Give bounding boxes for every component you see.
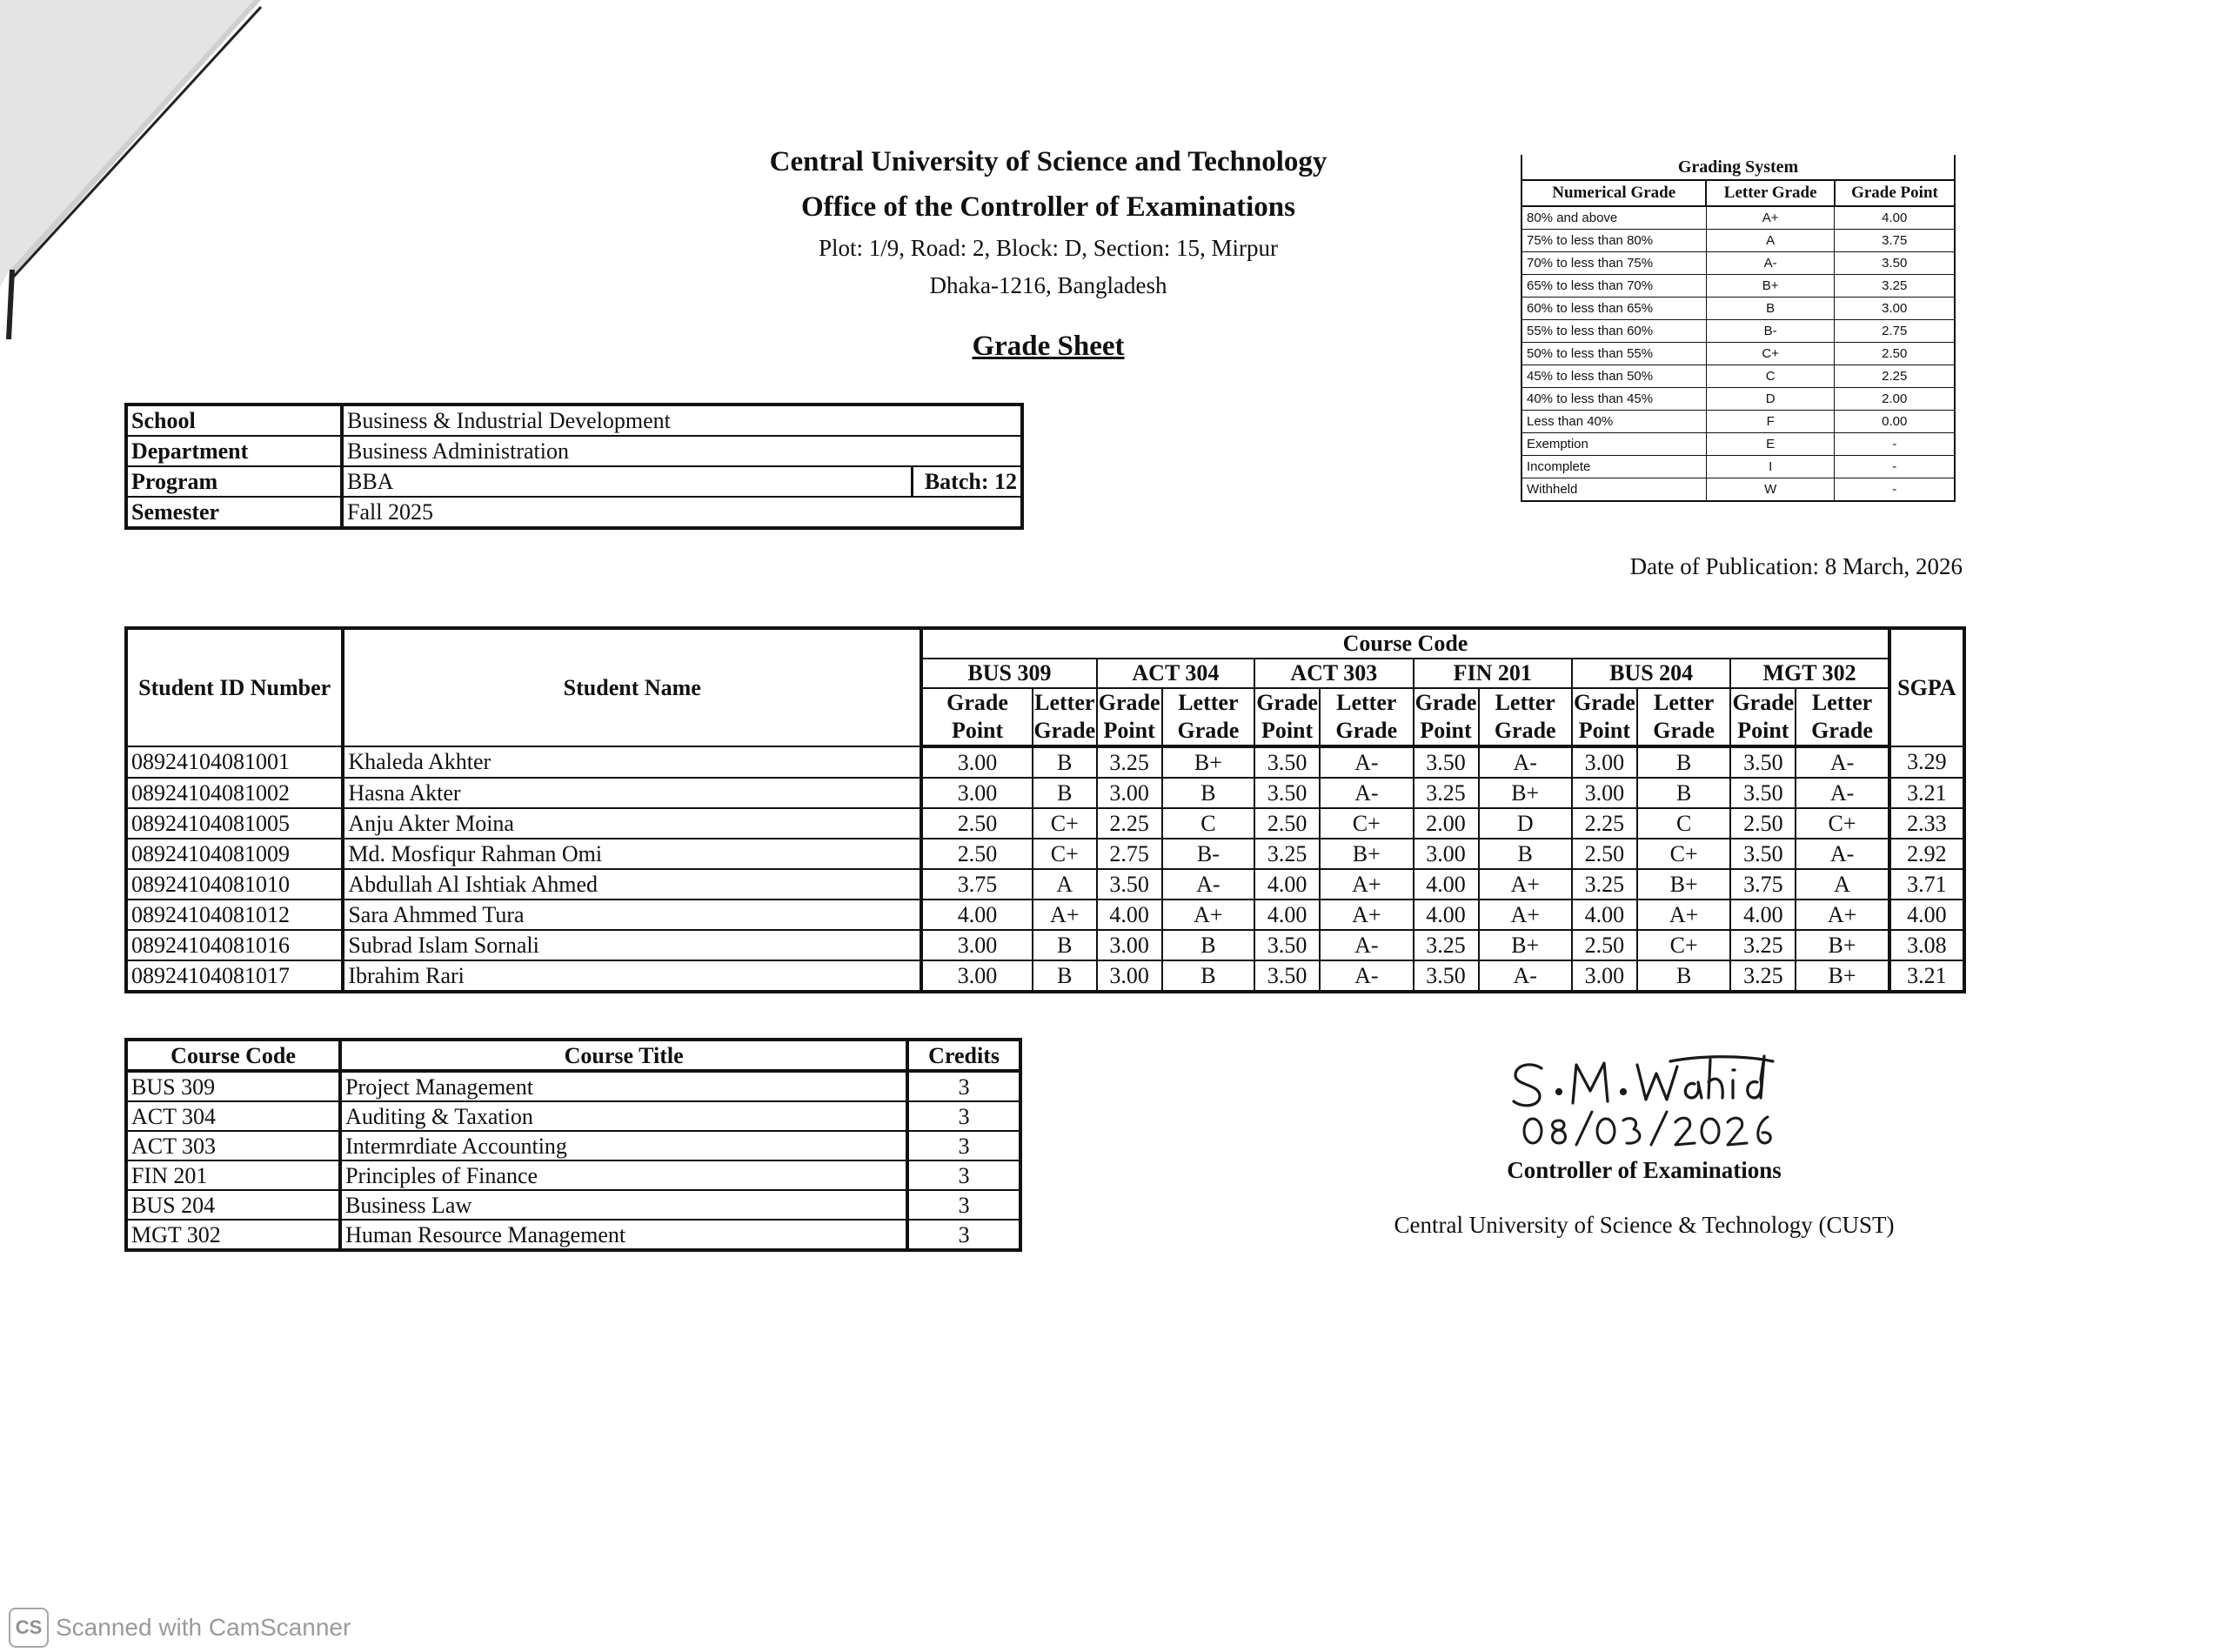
course-row — [126, 1101, 1020, 1131]
grading-numerical-grade: Incomplete — [1521, 456, 1706, 478]
grading-letter-grade: D — [1706, 388, 1835, 411]
grade-point-cell: 3.50 — [1730, 839, 1796, 869]
grading-letter-grade: A — [1706, 230, 1835, 252]
course-code-cell: BUS 204 — [1572, 659, 1730, 688]
letter-grade-cell: A+ — [1479, 900, 1572, 930]
student-name: Khaleda Akhter — [343, 746, 921, 778]
grading-letter-grade: B — [1706, 298, 1835, 320]
letter-grade-cell: B — [1033, 746, 1097, 778]
student-row — [126, 778, 1964, 808]
course-credits: 3 — [907, 1190, 1020, 1220]
subheader-line: Grade — [1732, 690, 1795, 715]
grading-letter-grade: B- — [1706, 320, 1835, 343]
publication-date: Date of Publication: 8 March, 2026 — [1629, 553, 1963, 579]
grade-point-subheader — [921, 688, 1033, 746]
letter-grade-cell: C+ — [1637, 839, 1730, 869]
grading-row — [1521, 478, 1955, 502]
grading-row — [1521, 343, 1955, 365]
office-name: Office of the Controller of Examinations — [801, 191, 1295, 223]
course-code: MGT 302 — [126, 1220, 340, 1250]
letter-grade-cell: B+ — [1796, 930, 1889, 960]
student-id-header: Student ID Number — [126, 628, 343, 746]
letter-grade-cell: A- — [1796, 746, 1889, 778]
grading-row — [1521, 433, 1955, 456]
letter-grade-cell: A- — [1479, 746, 1572, 778]
student-name: Anju Akter Moina — [343, 808, 921, 839]
letter-grade-cell: C+ — [1637, 930, 1730, 960]
course-row — [126, 1190, 1020, 1220]
student-id: 08924104081009 — [126, 839, 343, 869]
grade-point-cell: 3.00 — [921, 960, 1033, 992]
university-name: Central University of Science and Technology — [769, 146, 1328, 177]
student-id: 08924104081005 — [126, 808, 343, 839]
grade-point-cell: 4.00 — [1730, 900, 1796, 930]
program-info-table — [124, 403, 1024, 530]
grading-row — [1521, 365, 1955, 388]
scan-corner-fold — [0, 0, 287, 365]
grade-point-cell: 4.00 — [1097, 900, 1162, 930]
course-credits: 3 — [907, 1131, 1020, 1160]
grade-point-cell: 3.75 — [1730, 869, 1796, 900]
course-credits: 3 — [907, 1101, 1020, 1131]
student-id: 08924104081012 — [126, 900, 343, 930]
grading-letter-grade: E — [1706, 433, 1835, 456]
info-row-school — [126, 405, 1022, 436]
letter-grade-cell: A- — [1162, 869, 1254, 900]
subheader-line: Letter — [1653, 690, 1715, 715]
grade-point-cell: 2.00 — [1414, 808, 1479, 839]
course-code-cell: ACT 303 — [1254, 659, 1413, 688]
letter-grade-cell: B — [1162, 778, 1254, 808]
letter-grade-cell: B — [1637, 960, 1730, 992]
grade-point-cell: 3.25 — [1414, 778, 1479, 808]
grading-row — [1521, 252, 1955, 275]
grade-point-cell: 3.50 — [1414, 960, 1479, 992]
grading-grade-point: 3.75 — [1835, 230, 1955, 252]
grading-grade-point: 4.00 — [1835, 206, 1955, 230]
letter-grade-cell: A- — [1320, 930, 1413, 960]
grade-point-cell: 2.50 — [921, 839, 1033, 869]
letter-grade-subheader — [1162, 688, 1254, 746]
sgpa-cell: 3.29 — [1889, 746, 1964, 778]
student-row — [126, 960, 1964, 992]
course-row — [126, 1071, 1020, 1101]
letter-grade-cell: C — [1162, 808, 1254, 839]
course-code-cell: BUS 309 — [921, 659, 1096, 688]
course-code: BUS 204 — [126, 1190, 340, 1220]
grade-point-cell: 2.75 — [1097, 839, 1162, 869]
grading-grade-point: - — [1835, 456, 1955, 478]
grade-point-cell: 2.25 — [1097, 808, 1162, 839]
grading-grade-point: 2.50 — [1835, 343, 1955, 365]
student-id: 08924104081010 — [126, 869, 343, 900]
grading-header: Grade Point — [1835, 180, 1955, 206]
letter-grade-cell: A- — [1320, 746, 1413, 778]
grading-letter-grade: C — [1706, 365, 1835, 388]
grading-row — [1521, 411, 1955, 433]
letter-grade-cell: B — [1479, 839, 1572, 869]
letter-grade-cell: A+ — [1479, 869, 1572, 900]
subheader-line: Grade — [946, 690, 1008, 715]
program-label: Program — [126, 466, 342, 497]
letter-grade-cell: B — [1637, 778, 1730, 808]
letter-grade-cell: A — [1796, 869, 1889, 900]
course-code-header: Course Code — [921, 628, 1889, 659]
grade-point-cell: 3.00 — [1097, 930, 1162, 960]
letter-grade-cell: A+ — [1637, 900, 1730, 930]
course-code: ACT 303 — [126, 1131, 340, 1160]
subheader-line: Grade — [1033, 718, 1096, 743]
letter-grade-cell: B — [1033, 778, 1097, 808]
letter-grade-cell: B — [1162, 930, 1254, 960]
sgpa-cell: 3.21 — [1889, 960, 1964, 992]
camscanner-text: Scanned with CamScanner — [56, 1614, 351, 1641]
student-name-header: Student Name — [343, 628, 921, 746]
course-title-header: Course Title — [340, 1040, 907, 1071]
grading-numerical-grade: 70% to less than 75% — [1521, 252, 1706, 275]
sgpa-header: SGPA — [1889, 628, 1964, 746]
letter-grade-cell: C+ — [1033, 839, 1097, 869]
address-line-2: Dhaka-1216, Bangladesh — [929, 272, 1167, 298]
course-title: Business Law — [340, 1190, 907, 1220]
semester-label: Semester — [126, 497, 342, 528]
letter-grade-cell: A+ — [1162, 900, 1254, 930]
letter-grade-cell: C+ — [1796, 808, 1889, 839]
student-row — [126, 900, 1964, 930]
letter-grade-cell: B+ — [1796, 960, 1889, 992]
letter-grade-cell: A- — [1796, 778, 1889, 808]
grade-point-cell: 3.00 — [1097, 778, 1162, 808]
student-name: Md. Mosfiqur Rahman Omi — [343, 839, 921, 869]
subheader-line: Grade — [1653, 718, 1715, 743]
student-row — [126, 746, 1964, 778]
student-name: Hasna Akter — [343, 778, 921, 808]
subheader-line: Letter — [1178, 690, 1239, 715]
letter-grade-cell: A- — [1320, 960, 1413, 992]
grade-point-cell: 2.50 — [1254, 808, 1320, 839]
course-code-cell: FIN 201 — [1414, 659, 1572, 688]
grade-point-cell: 4.00 — [921, 900, 1033, 930]
grading-numerical-grade: 60% to less than 65% — [1521, 298, 1706, 320]
letter-grade-subheader — [1479, 688, 1572, 746]
grade-point-cell: 3.50 — [1414, 746, 1479, 778]
subheader-line: Grade — [1414, 690, 1477, 715]
grade-point-subheader — [1254, 688, 1320, 746]
grade-point-cell: 3.50 — [1254, 746, 1320, 778]
grade-point-cell: 3.25 — [1572, 869, 1637, 900]
subheader-line: Point — [1737, 718, 1789, 743]
grading-letter-grade: B+ — [1706, 275, 1835, 298]
subheader-line: Point — [1103, 718, 1155, 743]
subheader-line: Letter — [1495, 690, 1555, 715]
course-credits: 3 — [907, 1160, 1020, 1190]
grading-header-row — [1521, 180, 1955, 206]
grading-grade-point: 3.25 — [1835, 275, 1955, 298]
grade-table — [124, 626, 1966, 993]
grading-grade-point: - — [1835, 478, 1955, 502]
letter-grade-cell: B+ — [1320, 839, 1413, 869]
letter-grade-cell: B — [1162, 960, 1254, 992]
letter-grade-cell: A- — [1796, 839, 1889, 869]
letter-grade-cell: B+ — [1479, 930, 1572, 960]
grade-point-cell: 3.75 — [921, 869, 1033, 900]
letter-grade-subheader — [1320, 688, 1413, 746]
grading-numerical-grade: 50% to less than 55% — [1521, 343, 1706, 365]
grade-point-cell: 4.00 — [1414, 900, 1479, 930]
letter-grade-cell: D — [1479, 808, 1572, 839]
grade-point-cell: 3.00 — [1572, 778, 1637, 808]
course-code-header: Course Code — [126, 1040, 340, 1071]
grading-grade-point: 2.00 — [1835, 388, 1955, 411]
grade-point-cell: 3.00 — [921, 778, 1033, 808]
school-value: Business & Industrial Development — [342, 405, 1022, 436]
grading-row — [1521, 275, 1955, 298]
grading-letter-grade: C+ — [1706, 343, 1835, 365]
subheader-line: Point — [1420, 718, 1472, 743]
grade-point-cell: 3.25 — [1730, 960, 1796, 992]
student-name: Abdullah Al Ishtiak Ahmed — [343, 869, 921, 900]
letter-grade-cell: C+ — [1320, 808, 1413, 839]
grade-point-subheader — [1730, 688, 1796, 746]
subheader-line: Point — [1261, 718, 1314, 743]
letter-grade-subheader — [1796, 688, 1889, 746]
subheader-line: Grade — [1574, 690, 1635, 715]
course-row — [126, 1220, 1020, 1250]
grade-point-cell: 3.25 — [1097, 746, 1162, 778]
letter-grade-cell: B+ — [1637, 869, 1730, 900]
handwritten-signature — [1496, 1053, 1862, 1157]
camscanner-logo-icon: CS — [9, 1608, 49, 1648]
subheader-line: Grade — [1811, 718, 1873, 743]
letter-grade-cell: B+ — [1162, 746, 1254, 778]
student-id: 08924104081002 — [126, 778, 343, 808]
department-value: Business Administration — [342, 436, 1022, 466]
course-code-cell: MGT 302 — [1730, 659, 1889, 688]
sgpa-cell: 4.00 — [1889, 900, 1964, 930]
subheader-line: Grade — [1256, 690, 1318, 715]
grading-grade-point: - — [1835, 433, 1955, 456]
credits-header: Credits — [907, 1040, 1020, 1071]
grade-point-cell: 3.50 — [1254, 960, 1320, 992]
subheader-line: Letter — [1034, 690, 1095, 715]
grade-point-cell: 3.00 — [921, 930, 1033, 960]
sgpa-cell: 3.71 — [1889, 869, 1964, 900]
grade-header-row-1 — [126, 628, 1964, 659]
letter-grade-cell: B+ — [1479, 778, 1572, 808]
grading-header: Letter Grade — [1706, 180, 1835, 206]
grading-system-title: Grading System — [1521, 155, 1956, 179]
info-row-program — [126, 466, 1022, 497]
grade-point-cell: 2.50 — [1730, 808, 1796, 839]
grade-point-subheader — [1414, 688, 1479, 746]
course-credits: 3 — [907, 1071, 1020, 1101]
course-title: Project Management — [340, 1071, 907, 1101]
grade-point-cell: 2.50 — [921, 808, 1033, 839]
letter-grade-cell: A+ — [1796, 900, 1889, 930]
subheader-line: Grade — [1494, 718, 1556, 743]
grade-point-cell: 2.25 — [1572, 808, 1637, 839]
grading-header: Numerical Grade — [1521, 180, 1706, 206]
school-label: School — [126, 405, 342, 436]
student-name: Subrad Islam Sornali — [343, 930, 921, 960]
subheader-line: Letter — [1336, 690, 1397, 715]
info-row-semester — [126, 497, 1022, 528]
course-title: Intermrdiate Accounting — [340, 1131, 907, 1160]
grade-point-cell: 3.25 — [1414, 930, 1479, 960]
grade-point-subheader — [1572, 688, 1637, 746]
grading-numerical-grade: 65% to less than 70% — [1521, 275, 1706, 298]
grade-point-cell: 3.00 — [1572, 746, 1637, 778]
subheader-line: Point — [1578, 718, 1631, 743]
subheader-line: Grade — [1177, 718, 1240, 743]
letter-grade-cell: C+ — [1033, 808, 1097, 839]
student-row — [126, 808, 1964, 839]
grading-letter-grade: F — [1706, 411, 1835, 433]
grade-point-cell: 3.25 — [1730, 930, 1796, 960]
grading-system — [1521, 155, 1956, 502]
grading-letter-grade: I — [1706, 456, 1835, 478]
sgpa-cell: 2.33 — [1889, 808, 1964, 839]
student-id: 08924104081001 — [126, 746, 343, 778]
letter-grade-cell: A — [1033, 869, 1097, 900]
grading-numerical-grade: Withheld — [1521, 478, 1706, 502]
course-list-header-row — [126, 1040, 1020, 1071]
grade-point-cell: 3.50 — [1254, 930, 1320, 960]
letter-grade-cell: A+ — [1320, 869, 1413, 900]
subheader-line: Grade — [1335, 718, 1398, 743]
course-code: BUS 309 — [126, 1071, 340, 1101]
course-title: Auditing & Taxation — [340, 1101, 907, 1131]
grade-point-cell: 3.00 — [1097, 960, 1162, 992]
course-code: FIN 201 — [126, 1160, 340, 1190]
letter-grade-cell: A- — [1320, 778, 1413, 808]
document-header — [679, 139, 1418, 304]
grading-numerical-grade: 80% and above — [1521, 206, 1706, 230]
letter-grade-cell: A+ — [1033, 900, 1097, 930]
sgpa-cell: 3.08 — [1889, 930, 1964, 960]
grade-point-cell: 4.00 — [1572, 900, 1637, 930]
grading-row — [1521, 456, 1955, 478]
grading-numerical-grade: 45% to less than 50% — [1521, 365, 1706, 388]
letter-grade-cell: B- — [1162, 839, 1254, 869]
subheader-line: Grade — [1098, 690, 1160, 715]
course-code-cell: ACT 304 — [1097, 659, 1254, 688]
grading-grade-point: 3.00 — [1835, 298, 1955, 320]
grading-letter-grade: A+ — [1706, 206, 1835, 230]
document-title: Grade Sheet — [972, 331, 1125, 362]
grading-numerical-grade: Exemption — [1521, 433, 1706, 456]
semester-value: Fall 2025 — [342, 497, 1022, 528]
grade-point-cell: 2.50 — [1572, 839, 1637, 869]
letter-grade-cell: C — [1637, 808, 1730, 839]
grading-system-table — [1521, 179, 1956, 502]
grade-point-cell: 3.00 — [1572, 960, 1637, 992]
letter-grade-cell: A- — [1479, 960, 1572, 992]
course-code: ACT 304 — [126, 1101, 340, 1131]
letter-grade-cell: B — [1033, 930, 1097, 960]
student-id: 08924104081017 — [126, 960, 343, 992]
grade-point-cell: 3.00 — [921, 746, 1033, 778]
grading-row — [1521, 298, 1955, 320]
grading-numerical-grade: Less than 40% — [1521, 411, 1706, 433]
letter-grade-cell: B — [1033, 960, 1097, 992]
grade-point-cell: 3.50 — [1097, 869, 1162, 900]
course-credits: 3 — [907, 1220, 1020, 1250]
camscanner-watermark — [9, 1608, 351, 1648]
batch-value: Batch: 12 — [913, 466, 1023, 497]
grade-point-cell: 3.50 — [1254, 778, 1320, 808]
grading-letter-grade: A- — [1706, 252, 1835, 275]
grade-point-cell: 2.50 — [1572, 930, 1637, 960]
grading-letter-grade: W — [1706, 478, 1835, 502]
grading-grade-point: 0.00 — [1835, 411, 1955, 433]
grade-point-subheader — [1097, 688, 1162, 746]
grading-numerical-grade: 40% to less than 45% — [1521, 388, 1706, 411]
grading-numerical-grade: 75% to less than 80% — [1521, 230, 1706, 252]
controller-title: Controller of Examinations — [1507, 1157, 1782, 1183]
letter-grade-cell: A+ — [1320, 900, 1413, 930]
student-name: Sara Ahmmed Tura — [343, 900, 921, 930]
grading-numerical-grade: 55% to less than 60% — [1521, 320, 1706, 343]
grade-point-cell: 3.25 — [1254, 839, 1320, 869]
grade-point-cell: 4.00 — [1414, 869, 1479, 900]
grade-point-cell: 3.00 — [1414, 839, 1479, 869]
info-row-department — [126, 436, 1022, 466]
grading-grade-point: 2.25 — [1835, 365, 1955, 388]
grade-point-cell: 4.00 — [1254, 869, 1320, 900]
subheader-line: Letter — [1811, 690, 1873, 715]
grading-row — [1521, 206, 1955, 230]
letter-grade-subheader — [1033, 688, 1097, 746]
grading-row — [1521, 230, 1955, 252]
letter-grade-subheader — [1637, 688, 1730, 746]
subheader-line: Point — [951, 718, 1004, 743]
grading-grade-point: 2.75 — [1835, 320, 1955, 343]
letter-grade-cell: B — [1637, 746, 1730, 778]
grading-row — [1521, 320, 1955, 343]
student-row — [126, 839, 1964, 869]
grading-row — [1521, 388, 1955, 411]
course-row — [126, 1160, 1020, 1190]
student-row — [126, 930, 1964, 960]
address-line-1: Plot: 1/9, Road: 2, Block: D, Section: 15, Mirpur — [819, 235, 1278, 261]
grade-point-cell: 3.50 — [1730, 778, 1796, 808]
department-label: Department — [126, 436, 342, 466]
student-row — [126, 869, 1964, 900]
sgpa-cell: 2.92 — [1889, 839, 1964, 869]
issuing-institution: Central University of Science & Technology (CUST) — [1394, 1212, 1895, 1238]
student-id: 08924104081016 — [126, 930, 343, 960]
grading-grade-point: 3.50 — [1835, 252, 1955, 275]
grade-point-cell: 4.00 — [1254, 900, 1320, 930]
program-value: BBA — [342, 466, 913, 497]
sgpa-cell: 3.21 — [1889, 778, 1964, 808]
course-list-table — [124, 1038, 1022, 1252]
course-title: Human Resource Management — [340, 1220, 907, 1250]
course-row — [126, 1131, 1020, 1160]
grade-point-cell: 3.50 — [1730, 746, 1796, 778]
student-name: Ibrahim Rari — [343, 960, 921, 992]
course-title: Principles of Finance — [340, 1160, 907, 1190]
